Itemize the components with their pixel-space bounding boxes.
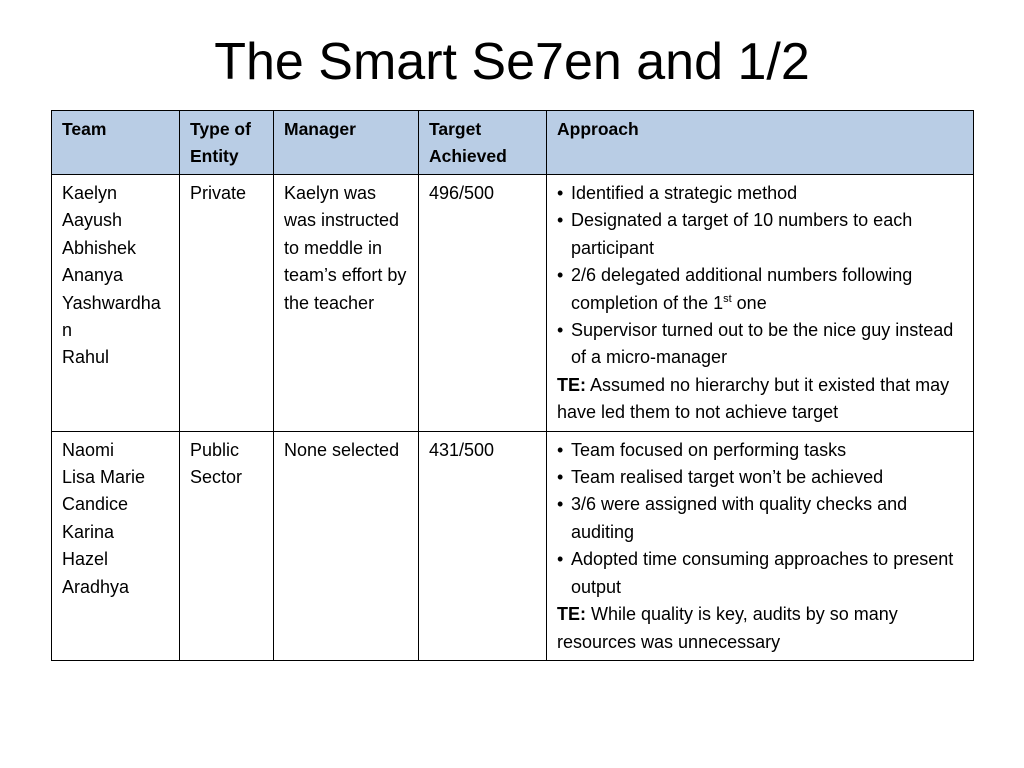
- approach-cell: [547, 431, 974, 660]
- team-member: Rahul: [62, 347, 110, 368]
- team-member: Karina: [62, 521, 115, 542]
- header-approach: Approach: [547, 111, 974, 175]
- approach-item-text: 2/6 delegated additional numbers following completion of the 1: [571, 265, 913, 313]
- team-member: Aradhya: [62, 576, 130, 597]
- target-achieved-cell: 496/500: [419, 175, 547, 432]
- te-label: TE:: [557, 604, 586, 625]
- header-team: Team: [52, 111, 180, 175]
- team-member: Ananya: [62, 265, 124, 286]
- header-target-achieved: Target Achieved: [419, 111, 547, 175]
- approach-item-tail: one: [731, 292, 767, 313]
- slide-title: The Smart Se7en and 1/2: [214, 33, 810, 91]
- team-member: Candice: [62, 494, 129, 515]
- team-member: Kaelyn: [62, 183, 118, 203]
- approach-item: • 3/6 were assigned with quality checks and auditing: [557, 491, 963, 546]
- teams-table: [51, 110, 974, 661]
- target-achieved-cell: 431/500: [419, 431, 547, 660]
- entity-type-cell: Private: [180, 175, 274, 432]
- approach-item: • Team focused on performing tasks: [557, 437, 963, 464]
- entity-type-cell: Public Sector: [180, 431, 274, 660]
- table-row: [52, 175, 974, 432]
- approach-list: [557, 437, 963, 601]
- approach-item: • Designated a target of 10 numbers to each participant: [557, 207, 963, 262]
- header-row: [52, 111, 974, 175]
- team-member: Lisa Marie: [62, 467, 146, 488]
- te-text: While quality is key, audits by so many resources was unnecessary: [557, 604, 898, 652]
- te-note: [557, 372, 963, 427]
- ordinal-suffix: st: [723, 292, 732, 305]
- te-note: [557, 601, 963, 656]
- approach-item: • Supervisor turned out to be the nice guy instead of a micro-manager: [557, 317, 963, 372]
- approach-item: • Identified a strategic method: [557, 180, 963, 207]
- header-manager: Manager: [274, 111, 419, 175]
- team-member: Aayush: [62, 210, 123, 231]
- team-members-cell: [52, 175, 180, 432]
- te-text: Assumed no hierarchy but it existed that may have led them to not achieve target: [557, 374, 950, 423]
- approach-item: • Team realised target won’t be achieved: [557, 464, 963, 491]
- approach-list: [557, 180, 963, 372]
- approach-item: [557, 262, 963, 317]
- team-member: Naomi: [62, 439, 115, 460]
- manager-cell: None selected: [274, 431, 419, 660]
- approach-item: • Adopted time consuming approaches to present output: [557, 546, 963, 601]
- te-label: TE:: [557, 374, 586, 395]
- team-member: Abhishek: [62, 237, 137, 258]
- team-member: Yashwardhan: [62, 292, 161, 341]
- header-entity-type: Type of Entity: [180, 111, 274, 175]
- team-member: Hazel: [62, 549, 109, 570]
- table-row: [52, 431, 974, 660]
- manager-cell: Kaelyn was was instructed to meddle in team’s effort by the teacher: [274, 175, 419, 432]
- approach-cell: [547, 175, 974, 432]
- team-members-cell: [52, 431, 180, 660]
